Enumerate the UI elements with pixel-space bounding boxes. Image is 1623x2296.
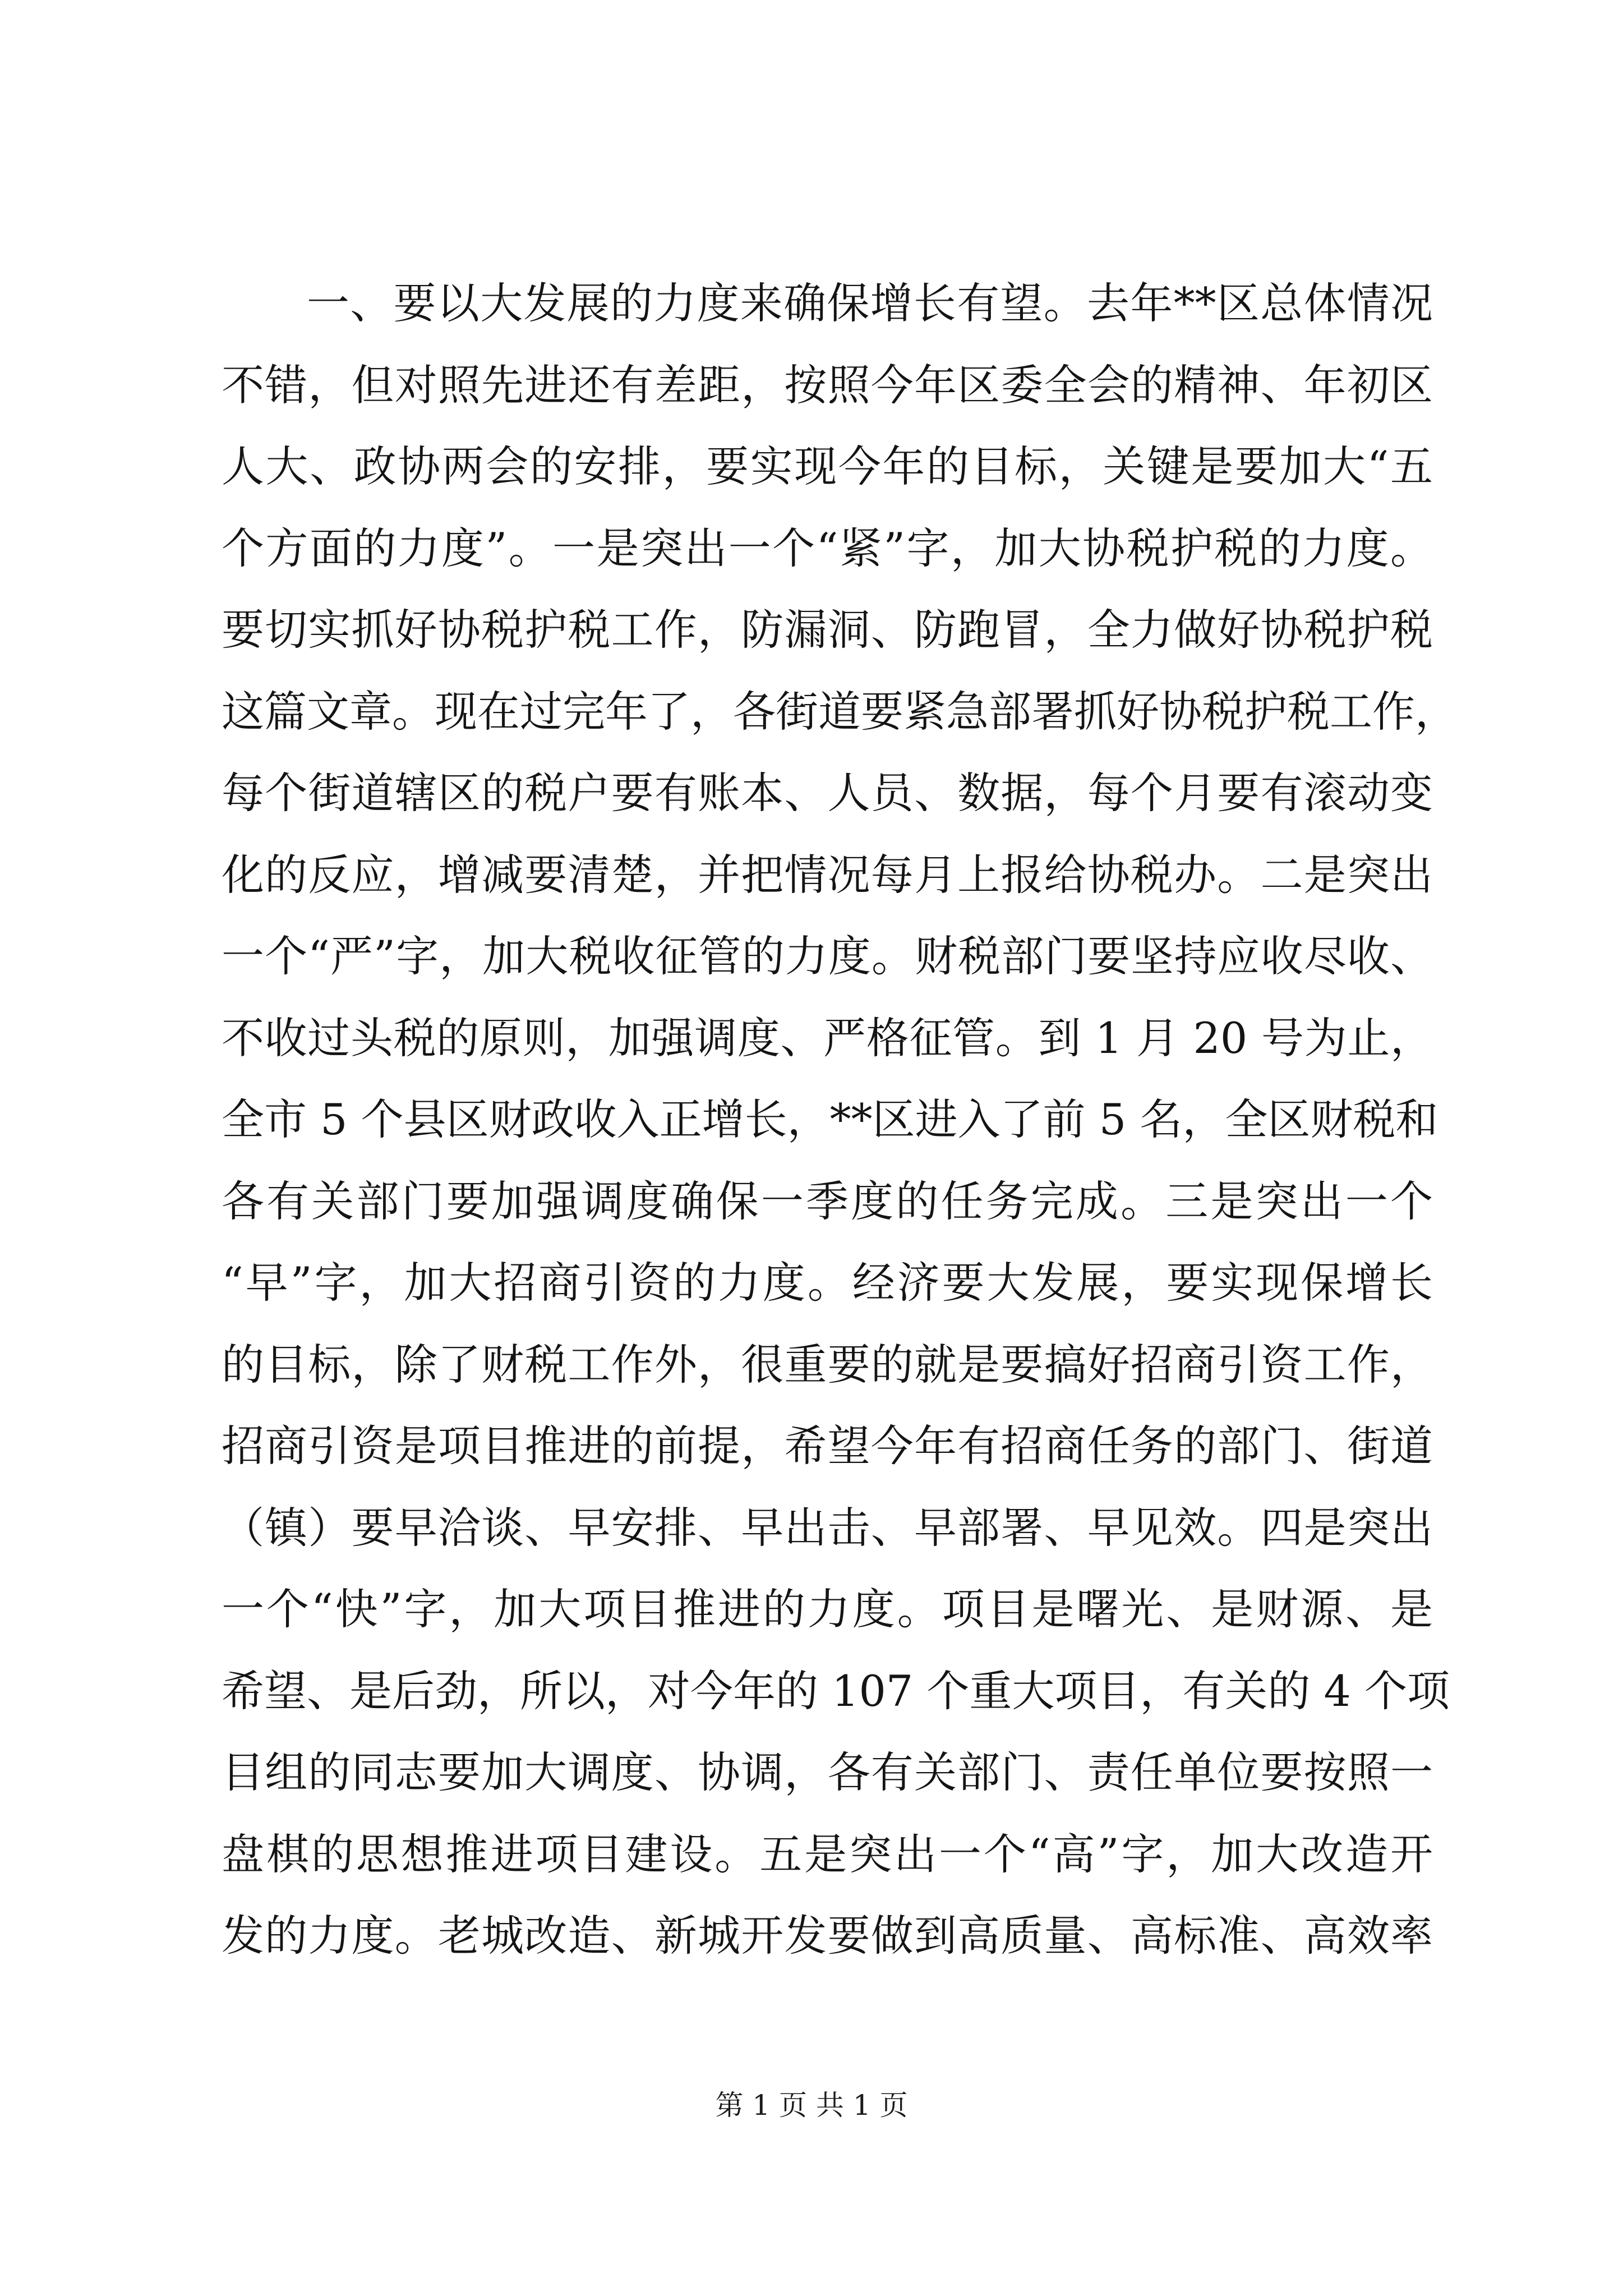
text-line: 全市 5 个县区财政收入正增长，**区进入了前 5 名，全区财税和: [222, 1094, 1438, 1144]
body-paragraph: [222, 263, 1458, 1977]
text-line: 不错，但对照先进还有差距，按照今年区委全会的精神、年初区: [222, 360, 1433, 410]
text-line: 希望、是后劲，所以，对今年的 107 个重大项目，有关的 4 个项: [222, 1665, 1450, 1716]
text-line: 各有关部门要加强调度确保一季度的任务完成。三是突出一个: [222, 1176, 1433, 1226]
text-line: 发的力度。老城改造、新城开发要做到高质量、高标准、高效率: [222, 1911, 1433, 1961]
text-line: 一、要以大发展的力度来确保增长有望。去年**区总体情况: [307, 278, 1433, 328]
text-line: 化的反应，增减要清楚，并把情况每月上报给协税办。二是突出: [222, 849, 1433, 900]
text-line: 招商引资是项目推进的前提，希望今年有招商任务的部门、街道: [222, 1421, 1433, 1471]
text-line: 一个“严”字，加大税收征管的力度。财税部门要坚持应收尽收、: [222, 931, 1433, 981]
text-line: 一个“快”字，加大项目推进的力度。项目是曙光、是财源、是: [222, 1584, 1433, 1634]
text-line: 盘棋的思想推进项目建设。五是突出一个“高”字，加大改造开: [222, 1829, 1433, 1879]
text-line: （镇）要早洽谈、早安排、早出击、早部署、早见效。四是突出: [222, 1502, 1433, 1553]
text-line: 人大、政协两会的安排，要实现今年的目标，关键是要加大“五: [222, 441, 1433, 491]
text-line: “早”字，加大招商引资的力度。经济要大发展，要实现保增长: [222, 1258, 1433, 1308]
page-number-footer: 第 1 页 共 1 页: [715, 2089, 908, 2122]
text-line: 不收过头税的原则，加强调度、严格征管。到 1 月 20 号为止，: [222, 1013, 1433, 1063]
text-line: 的目标，除了财税工作外，很重要的就是要搞好招商引资工作，: [222, 1339, 1433, 1389]
text-line: 这篇文章。现在过完年了，各街道要紧急部署抓好协税护税工作，: [222, 686, 1458, 737]
text-line: 个方面的力度”。一是突出一个“紧”字，加大协税护税的力度。: [222, 523, 1433, 573]
text-line: 每个街道辖区的税户要有账本、人员、数据，每个月要有滚动变: [222, 768, 1433, 818]
text-line: 目组的同志要加大调度、协调，各有关部门、责任单位要按照一: [222, 1747, 1433, 1797]
text-line: 要切实抓好协税护税工作，防漏洞、防跑冒，全力做好协税护税: [222, 605, 1433, 655]
